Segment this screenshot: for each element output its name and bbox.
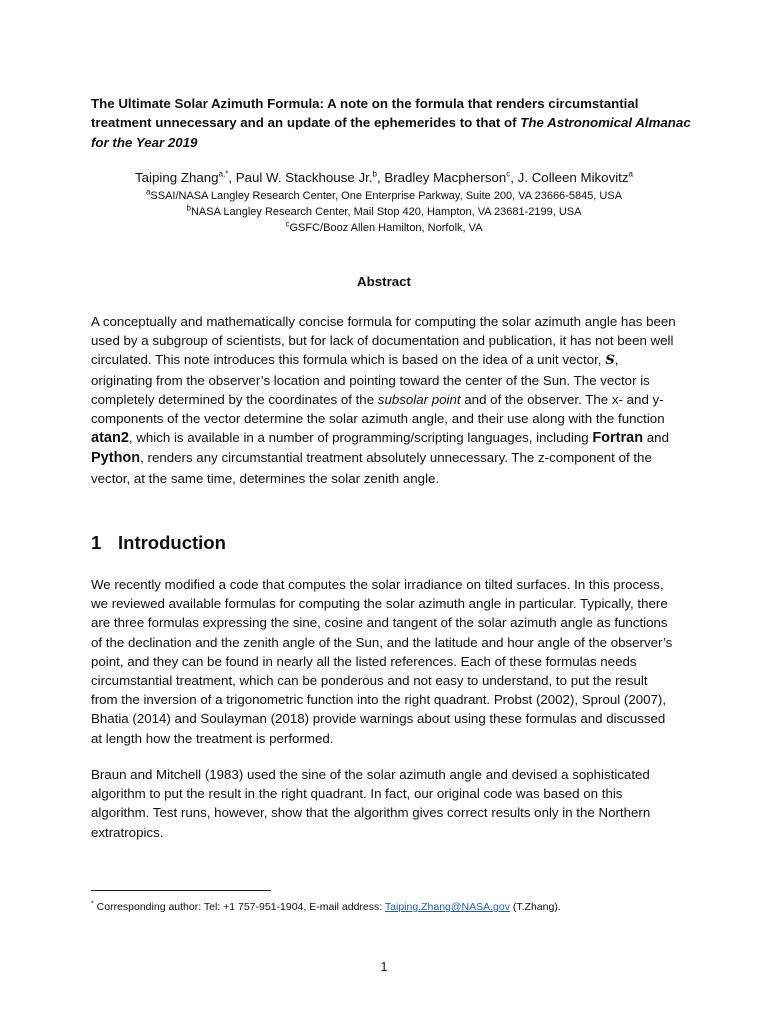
abstract-text: , which is available in a number of programming/scripting languages, including [128,430,593,446]
section-title: Introduction [118,532,226,553]
abstract-heading: Abstract [357,274,411,289]
abstract-text: and of the observer. The x- and y-components of the vector determine the solar azimuth angle, and their use along with the function [91,391,665,427]
footnote-divider [91,890,271,891]
author-name: Bradley Macpherson [384,170,507,185]
affil-mark: b [186,203,191,213]
affiliation-a [0,189,768,203]
title-main: The Ultimate Solar Azimuth Formula: A note on the formula that renders circumstantial treatment unnecessary and an update of the ephemerides to that of [91,96,639,131]
affil-text: NASA Langley Research Center, Mail Stop 420, Hampton, VA 23681-2199, USA [190,206,582,218]
paper-title [91,94,691,152]
affil-text: SSAI/NASA Langley Research Center, One Enterprise Parkway, Suite 200, VA 23666-5845, USA [150,190,623,202]
author-affil-mark: c [506,169,511,179]
affil-text: GSFC/Booz Allen Hamilton, Norfolk, VA [289,222,483,234]
affil-mark: c [285,219,290,229]
abstract-text: and [643,430,669,446]
footnote-text: Corresponding author: Tel: +1 757-951-1904, E-mail address: [93,901,385,913]
intro-paragraph-2: Braun and Mitchell (1983) used the sine of the solar azimuth angle and devised a sophisticated algorithm to put the result in the right quadrant. In fact, our original code was based on this algorithm. Test runs, however, show that the algorithm gives correct results only in the Northern extratropics. [91,767,651,840]
section-heading-introduction [91,532,226,554]
abstract-text: A conceptually and mathematically concise formula for computing the solar azimuth angle has been used by a subgroup of scientists, but for lack of documentation and publication, it has not been well circulated. This note introduces this formula which is based on the idea of a unit vector, [91,314,676,368]
fortran-term: Fortran [592,430,644,447]
author-separator: , [510,170,518,185]
abstract-text: , renders any circumstantial treatment absolutely unnecessary. The z-component of the vector, at the same time, determines the solar zenith angle. [91,450,652,486]
section-number: 1 [91,532,102,553]
footnote-suffix: (T.Zhang). [509,901,561,913]
author-email-link[interactable]: Taiping.Zhang@NASA.gov [384,901,510,913]
author-name: Taiping Zhang [135,170,219,185]
title-italic: The Astronomical Almanac for the Year 2019 [91,115,691,150]
abstract-paragraph [91,312,677,488]
abstract-text: , originating from the observer’s location and pointing toward the center of the Sun. The vector is completely determined by the coordinates of the [91,352,650,407]
author-affil-mark: a,* [218,169,229,179]
unit-vector-symbol: S [605,353,615,369]
footnote-mark: * [91,900,94,908]
python-term: Python [91,450,141,467]
atan2-term: atan2 [91,430,129,447]
affiliation-b [0,205,768,219]
page-number: 1 [380,960,388,974]
author-separator: , [228,170,236,185]
intro-paragraph-1: We recently modified a code that computes the solar irradiance on tilted surfaces. In this process, we reviewed available formulas for computing the solar azimuth angle in particular. Typically, there are three formulas expressing the sine, cosine and tangent of the solar azimuth angle as functions of the declination and the zenith angle of the Sun, and the latitude and hour angle of the observer’s point, and they can be found in nearly all the listed references. Each of these formulas needs circumstantial treatment, which can be ponderous and not easy to understand, to put the result from the inversion of a trigonometric function into the right quadrant. Probst (2002), Sproul (2007), Bhatia (2014) and Soulayman (2018) provide warnings about using these formulas and discussed at length how the treatment is performed. [91,577,673,746]
affil-mark: a [145,187,151,197]
author-name: J. Colleen Mikovitz [517,170,629,185]
author-name: Paul W. Stackhouse Jr. [235,170,373,185]
author-separator: , [376,170,385,185]
subsolar-term: subsolar point [377,391,461,407]
author-affil-mark: b [372,169,377,179]
author-list [0,170,768,186]
affiliation-c [0,221,768,235]
author-affil-mark: a [628,169,633,179]
footnote [91,900,561,914]
